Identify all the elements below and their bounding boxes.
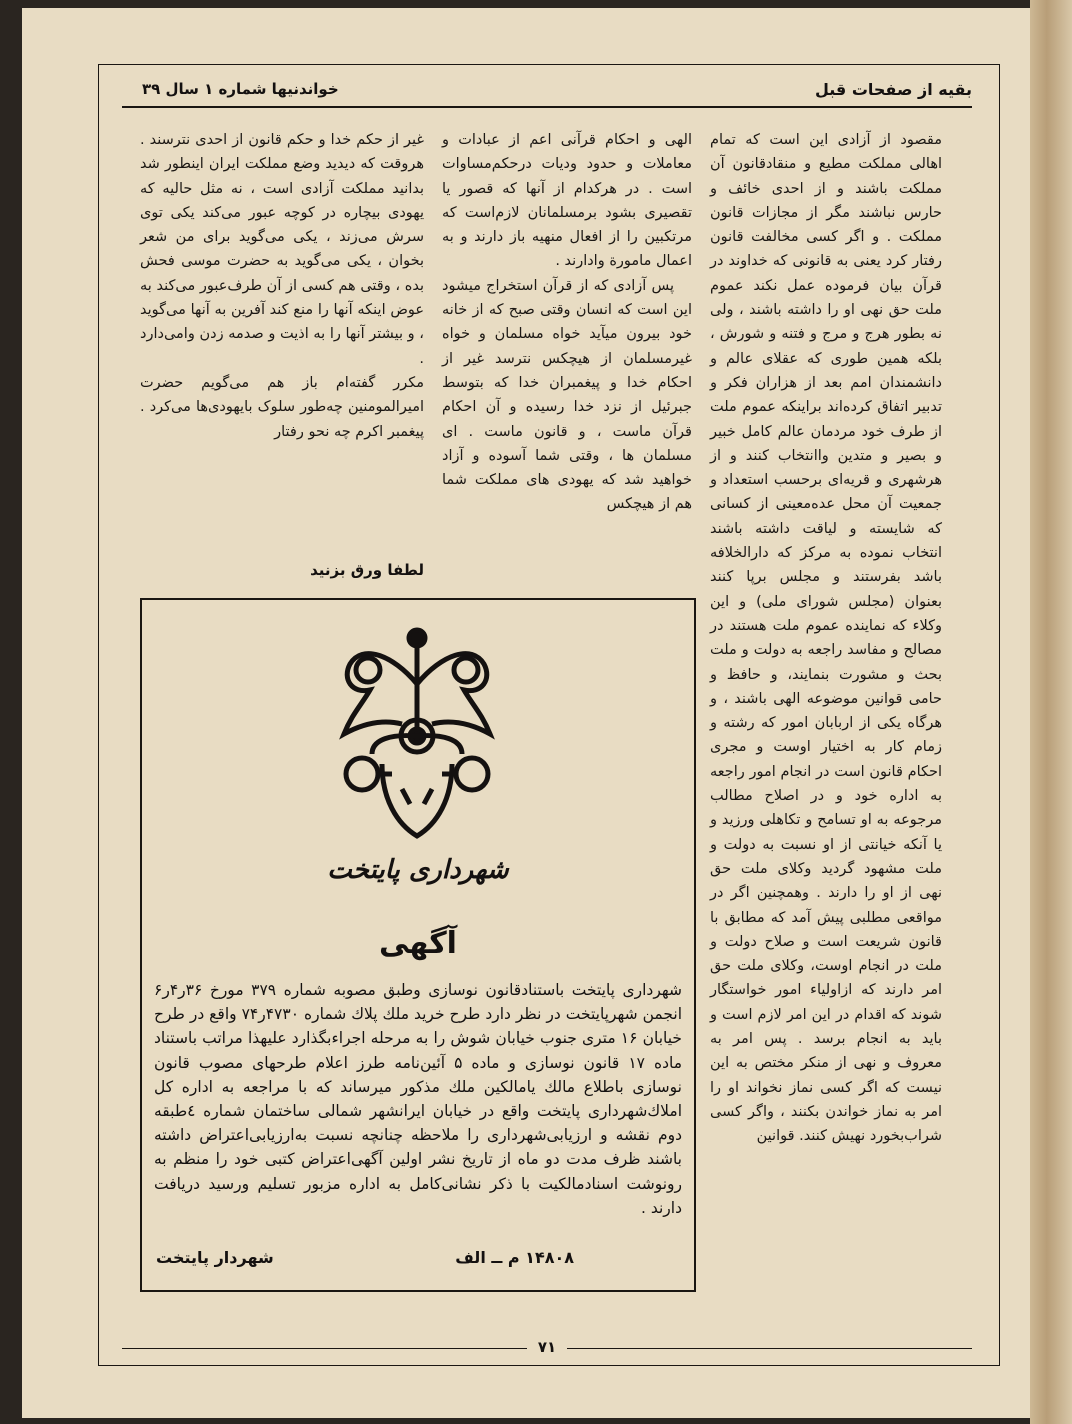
article-paragraph: غیر از حکم خدا و حکم قانون از احدی نترسند . هروقت که دیدید وضع مملکت ایران اینطور شد بدانید مملکت آزادی است ، نه مثل حالیه که یهودی بیچاره در کوچه عبور می‌کند یکی توی سرش می‌زند ، یکی می‌گوید برای من شعر بخوان ، یکی می‌گوید به حضرت موسی فحش بده ، وقتی هم کسی از آن طرف‌عبور می‌کند به عوض اینکه آنها را منع کند آفرین به آنها می‌گوید ، و بیشتر آنها را به اذیت و صدمه زدن وامی‌دارد . <box>140 132 424 367</box>
article-paragraph: پس آزادی که از قرآن استخراج میشود این است که انسان وقتی صبح که از خانه خود بیرون میآید خواه مسلمان و خواه غیرمسلمان از هیچکس نترسد غیر از احکام خدا و پیغمبران خدا که بتوسط جبرئیل از نزد خدا رسیده و آن احکام قرآن ماست ، و قانون ماست . ای مسلمان ها ، وقتی شما آسوده و آزاد خواهید شد که یهودی های مملکت شما هم از هیچکس <box>442 277 692 513</box>
article-paragraph: مکرر گفته‌ام باز هم می‌گویم حضرت امیرالمومنین چه‌طور سلوک بایهودی‌ها می‌کرد . پیغمبر اکرم چه نحو رفتار <box>140 374 424 440</box>
page-header <box>122 74 972 108</box>
page-footer <box>122 1338 972 1358</box>
issue-label: خواندنیها شماره ۱ سال ۳۹ <box>142 80 339 98</box>
article-paragraph: مقصود از آزادی این است که تمام اهالی مملکت مطیع و منقادقانون آن مملکت باشند و از احدی خائف و حارس نباشند مگر از مجازات قانون مملکت . و اگر کسی مخالفت قانون رفتار کرد یعنی به قانونی که خداوند در قرآن بیان فرموده عمل نکند عموم ملت حق نهی او را داشته باشند ، ولی نه بطور هرج و مرج و فتنه و شورش ، بلکه همین طوری که عقلای عالم و دانشمندان امم بعد از هزاران فکر و تدبیر اتفاق کرده‌اند براینکه عموم ملت از طرف خود مردمان عالم کامل خبیر و بصیر و متدین واانتخاب کنند و از هرشهری و قریه‌ای برحسب استعداد و جمعیت آن محل عده‌معینی از کسانی که شایسته و لیاقت داشته باشند انتخاب نموده به مرکز که دارالخلافه باشد بفرستند و مجلس برپا کنند بعنوان (مجلس شورای ملی) و این وکلاء که نماینده عموم ملت هستند در مصالح و مفاسد راجعه به دولت و ملت بحث و مشورت بنمایند، و حافظ و حامی قوانین موضوعه الهی باشند ، و هرگاه یکی از اربابان امور که رشته و زمام کار به اختیار اوست و مجری احکام قانون است در انجام امور راجعه به اداره خود و در اصلاح مطالب مرجوعه به او تسامح و تکاهلی ورزید و یا آنکه خیانتی از او نسبت به دولت و ملت مشهود گردید وکلای ملت حق نهی از او را دارند . وهمچنین اگر در مواقعی مطلبی پیش آمد که مطابق با قانون شریعت است و صلاح دولت و ملت در انجام اوست، وکلای ملت حق امر دارند که ازاولیاء امور خواستگار شوند که اقدام در این امر لازم است و باید به انجام برسد . پس امر به معروف و نهی از منکر مختص به این نیست که اگر کسی نماز نخواند او را امر به نماز خواندن بکنند ، واگر کسی شراب‌بخورد نهیش کنند. قوانین <box>710 132 942 1145</box>
article-column-2 <box>442 128 692 517</box>
municipality-advertisement <box>140 598 696 1292</box>
article-column-1 <box>710 128 942 1148</box>
turn-page-note: لطفا ورق بزنید <box>310 561 424 579</box>
footer-rule <box>122 1348 527 1349</box>
magazine-page <box>22 8 1034 1418</box>
municipality-emblem-icon <box>332 624 502 844</box>
advertisement-signature: شهردار پایتخت <box>156 1248 274 1267</box>
advertisement-reference: ۱۴۸۰۸ م ــ الف <box>455 1248 574 1267</box>
page-number: ۷۱ <box>537 1338 557 1356</box>
article-paragraph: الهی و احکام قرآنی اعم از عبادات و معاملات و حدود ودیات درحکم‌مساوات است . در هرکدام از آنها که قصور یا تقصیری بشود برمسلمانان لازم‌است که مرتکبین را از افعال منهیه باز دارند و به اعمال مامورة وادارند . <box>442 132 692 270</box>
next-page-edge <box>1030 0 1072 1424</box>
continued-label: بقیه از صفحات قبل <box>814 80 972 99</box>
footer-rule <box>567 1348 972 1349</box>
article-column-3 <box>140 128 424 444</box>
advertisement-body: شهرداری پایتخت باستنادقانون نوسازی وطبق مصوبه شماره ۳۷۹ مورخ ۳۶ر۴ر۶ انجمن شهرپایتخت در نظر دارد طرح خرید ملك پلاك شماره ۴۷۳۰ر۷۴ واقع در طرح خیابان ۱۶ متری جنوب خیابان شوش را به مرحله اجراءبگذارد علیهذا مراتب باستناد ماده ۱۷ قانون نوسازی و ماده ۵ آئین‌نامه طرز اعلام طرحهای مصوب قانون نوسازی باطلاع مالك یامالكین ملك مذكور میرساند كه با مراجعه به اداره كل املاك‌شهرداری پایتخت واقع در خیابان ایرانشهر شمالی ساختمان شماره ٤طبقه دوم نقشه و ارزیابی‌شهرداری را ملاحظه چنانچه نسبت به‌ارزیابی‌اعتراض داشته باشند ظرف مدت دو ماه از تاریخ نشر اولین آگهی‌اعتراض كتبی خود را منظم به رونوشت اسنادمالكیت با ذكر نشانی‌كامل به اداره مزبور تسلیم ورسید دریافت دارند . <box>154 981 683 1217</box>
advertisement-title: آگهی <box>379 926 457 961</box>
emblem-caption: شهرداری پایتخت <box>327 855 509 885</box>
